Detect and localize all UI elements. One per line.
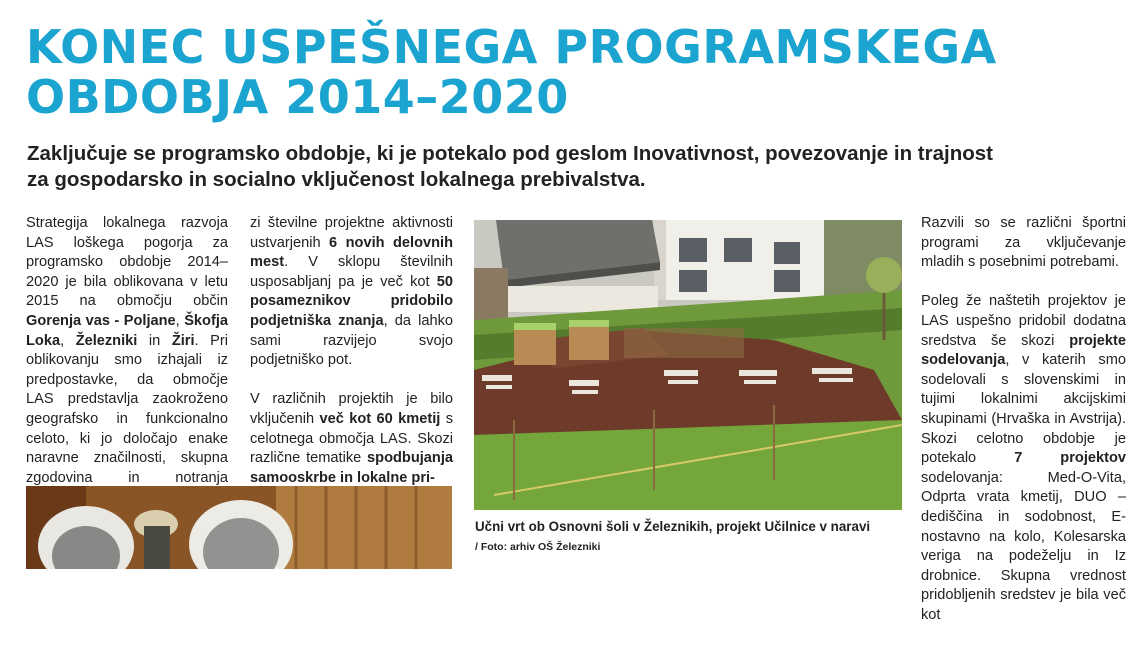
column-2-paragraph-2 bbox=[250, 390, 453, 488]
garden-illustration bbox=[474, 220, 902, 510]
column-1-paragraph bbox=[26, 214, 228, 508]
headline-line-1: KONEC USPEŠNEGA PROGRAMSKEGA bbox=[26, 20, 997, 74]
text-run: Poleg že naštetih projektov je LAS uspešno pridobil dodatna sredstva še skozi bbox=[921, 293, 1126, 349]
bold-text: 6 novih delovnih mest bbox=[250, 234, 453, 271]
text-run: , bbox=[60, 332, 76, 349]
headline-line-2: OBDOBJA 2014–2020 bbox=[26, 70, 569, 124]
text-run: in bbox=[137, 332, 172, 349]
text-run: Strategija lokalnega razvoja LAS loškega pogorja za programsko obdobje 2014–2020 je bila oblikovana v letu 2015 na območju občin bbox=[26, 215, 228, 310]
lead-line-2: za gospodarsko in socialno vključenost lokalnega prebivalstva. bbox=[27, 168, 646, 191]
bold-text: Železniki bbox=[75, 332, 138, 349]
garden-photo bbox=[474, 220, 902, 510]
text-run: , bbox=[175, 312, 185, 329]
text-run: . V sklopu številnih usposabljanj pa je več kot bbox=[250, 254, 453, 290]
beekeeping-illustration bbox=[26, 486, 452, 569]
article-headline bbox=[26, 22, 1116, 122]
bold-text: Žiri bbox=[171, 332, 195, 349]
text-column-2 bbox=[250, 214, 453, 508]
text-run: s celotnega območja LAS. Skozi različne tematike bbox=[250, 410, 453, 467]
text-run: , da lahko sami razvijejo svojo podjetniško pot. bbox=[250, 312, 453, 369]
column-3-paragraph-2 bbox=[921, 292, 1126, 625]
text-column-3 bbox=[921, 214, 1126, 645]
bold-text: Škofja Loka bbox=[26, 312, 228, 349]
lead-line-1: Zaključuje se programsko obdobje, ki je potekalo pod geslom Inovativnost, povezovanje in trajnost bbox=[27, 142, 993, 165]
text-column-1 bbox=[26, 214, 228, 528]
bold-text: 7 projektov bbox=[1014, 450, 1126, 467]
text-run: . Pri oblikovanju smo izhajali iz predpostavke, da območje LAS predstavlja zaokroženo geografsko in funkcionalno celoto, ki jo določajo enake naravne značilnosti, skupna zgodovina in notranja bbox=[26, 332, 228, 486]
bold-text: več kot 60 kmetij bbox=[319, 410, 441, 427]
text-run: V različnih projektih je bilo vključenih bbox=[250, 391, 453, 427]
text-run: sodelovanja: Med-O-Vita, Odprta vrata kmetij, DUO – dediščina in sodobnost, E-nostavno na kolo, Kolesarska veriga na podeželju in Iz drobnice. Skupna vrednost pridobljenih sredstev je bila več kot bbox=[921, 469, 1126, 623]
text-run: zi številne projektne aktivnosti ustvarjenih bbox=[250, 215, 453, 251]
photo-credit: / Foto: arhiv OŠ Železniki bbox=[475, 541, 601, 553]
bold-text: Gorenja vas - Poljane bbox=[26, 312, 176, 329]
article-lead bbox=[27, 141, 1107, 193]
column-3-paragraph-1: Razvili so se različni športni programi za vključevanje mladih s posebnimi potrebami. bbox=[921, 215, 1126, 271]
text-run: , v katerih smo sodelovali s slovenskimi in tujimi lokalnimi akcijskimi skupinami (Hrvaška in Avstrija). Skozi celotno obdobje je potekalo bbox=[921, 352, 1126, 467]
bold-text: spodbujanja samooskrbe in lokalne pri- bbox=[250, 450, 453, 486]
photo-caption: Učni vrt ob Osnovni šoli v Železnikih, projekt Učilnice v naravi bbox=[475, 519, 871, 534]
bold-text: 50 posameznikov pridobilo podjetniška znanja bbox=[250, 273, 453, 329]
beekeeping-photo bbox=[26, 486, 452, 569]
bold-text: projekte sodelovanja bbox=[921, 332, 1126, 369]
column-2-paragraph-1 bbox=[250, 214, 453, 371]
